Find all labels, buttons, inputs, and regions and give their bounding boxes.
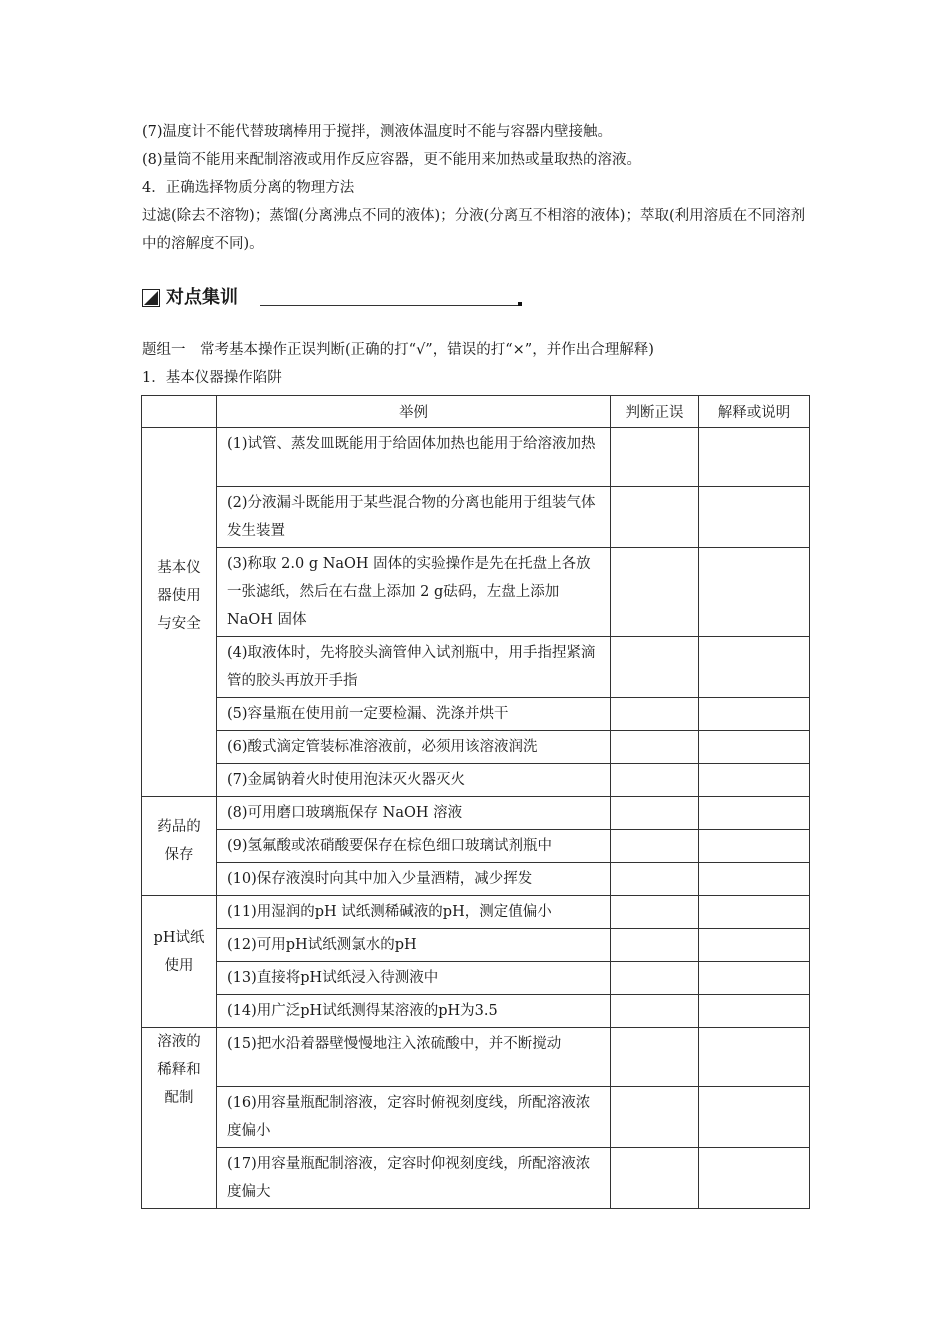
- category-cell: [142, 896, 217, 1028]
- category-label: pH试纸使用: [153, 930, 205, 974]
- table-row: [142, 929, 810, 962]
- explanation-cell[interactable]: [699, 1028, 810, 1087]
- table-row: [142, 962, 810, 995]
- table-row: [142, 830, 810, 863]
- table-row: [142, 637, 810, 698]
- table-row: [142, 1028, 810, 1087]
- question-table: [141, 395, 810, 1209]
- category-cell: [142, 797, 217, 896]
- paragraph-7: (7)温度计不能代替玻璃棒用于搅拌，测液体温度时不能与容器内壁接触。: [142, 124, 613, 140]
- item-text: (13)直接将pH试纸浸入待测液中: [217, 962, 611, 995]
- table-row: [142, 731, 810, 764]
- item-text: (7)金属钠着火时使用泡沫灭火器灭火: [217, 764, 611, 797]
- explanation-cell[interactable]: [699, 1148, 810, 1209]
- table-row: [142, 896, 810, 929]
- explanation-cell[interactable]: [699, 797, 810, 830]
- header-example: 举例: [217, 396, 611, 428]
- item-text: (9)氢氟酸或浓硝酸要保存在棕色细口玻璃试剂瓶中: [217, 830, 611, 863]
- table-row: [142, 764, 810, 797]
- explanation-cell[interactable]: [699, 428, 810, 487]
- section-rule-dot: [518, 302, 522, 306]
- item-text: (12)可用pH试纸测氯水的pH: [217, 929, 611, 962]
- judgement-cell[interactable]: [611, 637, 699, 698]
- paragraph-separation-methods: 过滤(除去不溶物)；蒸馏(分离沸点不同的液体)；分液(分离互不相溶的液体)；萃取(利用溶质在不同溶剂中的溶解度不同)。: [142, 208, 806, 252]
- judgement-cell[interactable]: [611, 830, 699, 863]
- table-row: [142, 698, 810, 731]
- category-cell: [142, 1028, 217, 1209]
- table-row: [142, 1087, 810, 1148]
- explanation-cell[interactable]: [699, 863, 810, 896]
- item-text: (8)可用磨口玻璃瓶保存 NaOH 溶液: [217, 797, 611, 830]
- section-rule: [260, 305, 518, 306]
- item-text: (17)用容量瓶配制溶液，定容时仰视刻度线，所配溶液浓度偏大: [217, 1148, 611, 1209]
- header-explanation: 解释或说明: [699, 396, 810, 428]
- item-text: (10)保存液溴时向其中加入少量酒精，减少挥发: [217, 863, 611, 896]
- category-label: 药品的保存: [157, 819, 201, 863]
- item-text: (14)用广泛pH试纸测得某溶液的pH为3.5: [217, 995, 611, 1028]
- explanation-cell[interactable]: [699, 548, 810, 637]
- item-text: (1)试管、蒸发皿既能用于给固体加热也能用于给溶液加热: [217, 428, 611, 487]
- judgement-cell[interactable]: [611, 764, 699, 797]
- section-title: 对点集训: [166, 287, 238, 308]
- paragraph-8: (8)量筒不能用来配制溶液或用作反应容器，更不能用来加热或量取热的溶液。: [142, 152, 642, 168]
- group-title: 题组一 常考基本操作正误判断(正确的打“√”，错误的打“×”，并作出合理解释): [142, 342, 654, 358]
- item-text: (6)酸式滴定管装标准溶液前，必须用该溶液润洗: [217, 731, 611, 764]
- explanation-cell[interactable]: [699, 637, 810, 698]
- section-header: [142, 285, 532, 311]
- item-text: (2)分液漏斗既能用于某些混合物的分离也能用于组装气体发生装置: [217, 487, 611, 548]
- judgement-cell[interactable]: [611, 1148, 699, 1209]
- item-text: (11)用湿润的pH 试纸测稀碱液的pH，测定值偏小: [217, 896, 611, 929]
- triangle-marker-icon: [142, 289, 160, 307]
- item-text: (5)容量瓶在使用前一定要检漏、洗涤并烘干: [217, 698, 611, 731]
- explanation-cell[interactable]: [699, 764, 810, 797]
- explanation-cell[interactable]: [699, 487, 810, 548]
- item-text: (16)用容量瓶配制溶液，定容时俯视刻度线，所配溶液浓度偏小: [217, 1087, 611, 1148]
- table-row: [142, 428, 810, 487]
- judgement-cell[interactable]: [611, 428, 699, 487]
- judgement-cell[interactable]: [611, 548, 699, 637]
- judgement-cell[interactable]: [611, 698, 699, 731]
- heading-separation-methods: 4．正确选择物质分离的物理方法: [142, 180, 355, 196]
- table-row: [142, 863, 810, 896]
- category-label: 基本仪器使用与安全: [157, 560, 201, 632]
- judgement-cell[interactable]: [611, 962, 699, 995]
- explanation-cell[interactable]: [699, 1087, 810, 1148]
- explanation-cell[interactable]: [699, 731, 810, 764]
- explanation-cell[interactable]: [699, 929, 810, 962]
- table-row: [142, 1148, 810, 1209]
- explanation-cell[interactable]: [699, 962, 810, 995]
- judgement-cell[interactable]: [611, 863, 699, 896]
- header-blank: [142, 396, 217, 428]
- category-cell: [142, 428, 217, 797]
- judgement-cell[interactable]: [611, 731, 699, 764]
- subheading: 1．基本仪器操作陷阱: [142, 370, 282, 386]
- item-text: (3)称取 2.0 g NaOH 固体的实验操作是先在托盘上各放一张滤纸，然后在右盘上添加 2 g砝码，左盘上添加 NaOH 固体: [217, 548, 611, 637]
- table-row: [142, 995, 810, 1028]
- judgement-cell[interactable]: [611, 797, 699, 830]
- table-row: [142, 487, 810, 548]
- table-row: [142, 797, 810, 830]
- explanation-cell[interactable]: [699, 896, 810, 929]
- category-label: 溶液的稀释和配制: [157, 1034, 201, 1106]
- explanation-cell[interactable]: [699, 698, 810, 731]
- judgement-cell[interactable]: [611, 896, 699, 929]
- judgement-cell[interactable]: [611, 1087, 699, 1148]
- judgement-cell[interactable]: [611, 1028, 699, 1087]
- item-text: (4)取液体时，先将胶头滴管伸入试剂瓶中，用手指捏紧滴管的胶头再放开手指: [217, 637, 611, 698]
- judgement-cell[interactable]: [611, 995, 699, 1028]
- explanation-cell[interactable]: [699, 995, 810, 1028]
- explanation-cell[interactable]: [699, 830, 810, 863]
- header-judgement: 判断正误: [611, 396, 699, 428]
- item-text: (15)把水沿着器壁慢慢地注入浓硫酸中，并不断搅动: [217, 1028, 611, 1087]
- table-row: [142, 548, 810, 637]
- judgement-cell[interactable]: [611, 929, 699, 962]
- judgement-cell[interactable]: [611, 487, 699, 548]
- table-header-row: [142, 396, 810, 428]
